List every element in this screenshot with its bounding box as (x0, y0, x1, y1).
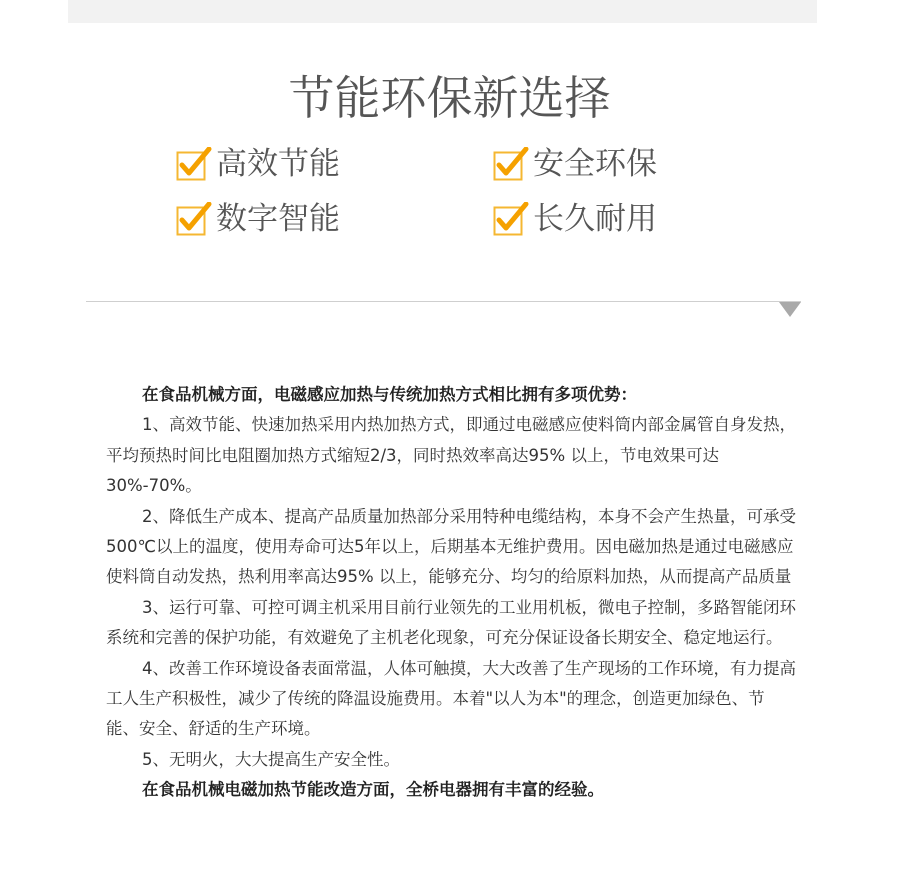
article-point: 2、降低生产成本、提高产品质量加热部分采用特种电缆结构，本身不会产生热量，可承受500℃以上的温度，使用寿命可达5年以上，后期基本无维护费用。因电磁加热是通过电磁感应使料筒自动发热，热利用率高达95% 以上，能够充分、均匀的给原料加热，从而提高产品质量 (106, 506, 796, 587)
check-icon (176, 147, 210, 181)
check-icon (493, 147, 527, 181)
article-point: 4、改善工作环境设备表面常温，人体可触摸，大大改善了生产现场的工作环境，有力提高工人生产积极性，减少了传统的降温设施费用。本着"以人为本"的理念，创造更加绿色、节能、安全、舒适的生产环境。 (106, 658, 796, 739)
feature-label: 数字智能 (216, 201, 340, 237)
feature-label: 长久耐用 (533, 201, 657, 237)
feature-item (493, 144, 657, 184)
article-conclusion: 在食品机械电磁加热节能改造方面，全桥电器拥有丰富的经验。 (142, 780, 604, 800)
article-point: 1、高效节能、快速加热采用内热加热方式，即通过电磁感应使料筒内部金属管自身发热，平均预热时间比电阻圈加热方式缩短2/3，同时热效率高达95% 以上，节电效果可达30%-70%。 (106, 415, 796, 496)
triangle-down-icon (779, 302, 801, 317)
feature-item (493, 199, 657, 239)
feature-item (176, 199, 340, 239)
article-point: 3、运行可靠、可控可调主机采用目前行业领先的工业用机板，微电子控制，多路智能闭环系统和完善的保护功能，有效避免了主机老化现象，可充分保证设备长期安全、稳定地运行。 (106, 597, 796, 648)
top-band (68, 0, 817, 23)
article-body (106, 380, 796, 806)
feature-label: 高效节能 (216, 146, 340, 182)
check-icon (493, 202, 527, 236)
check-icon (176, 202, 210, 236)
article-intro: 在食品机械方面，电磁感应加热与传统加热方式相比拥有多项优势： (142, 385, 637, 404)
section-divider (86, 301, 801, 302)
page-title: 节能环保新选择 (288, 71, 611, 125)
article-point: 5、无明火，大大提高生产安全性。 (142, 749, 400, 769)
feature-label: 安全环保 (533, 146, 657, 182)
feature-item (176, 144, 340, 184)
